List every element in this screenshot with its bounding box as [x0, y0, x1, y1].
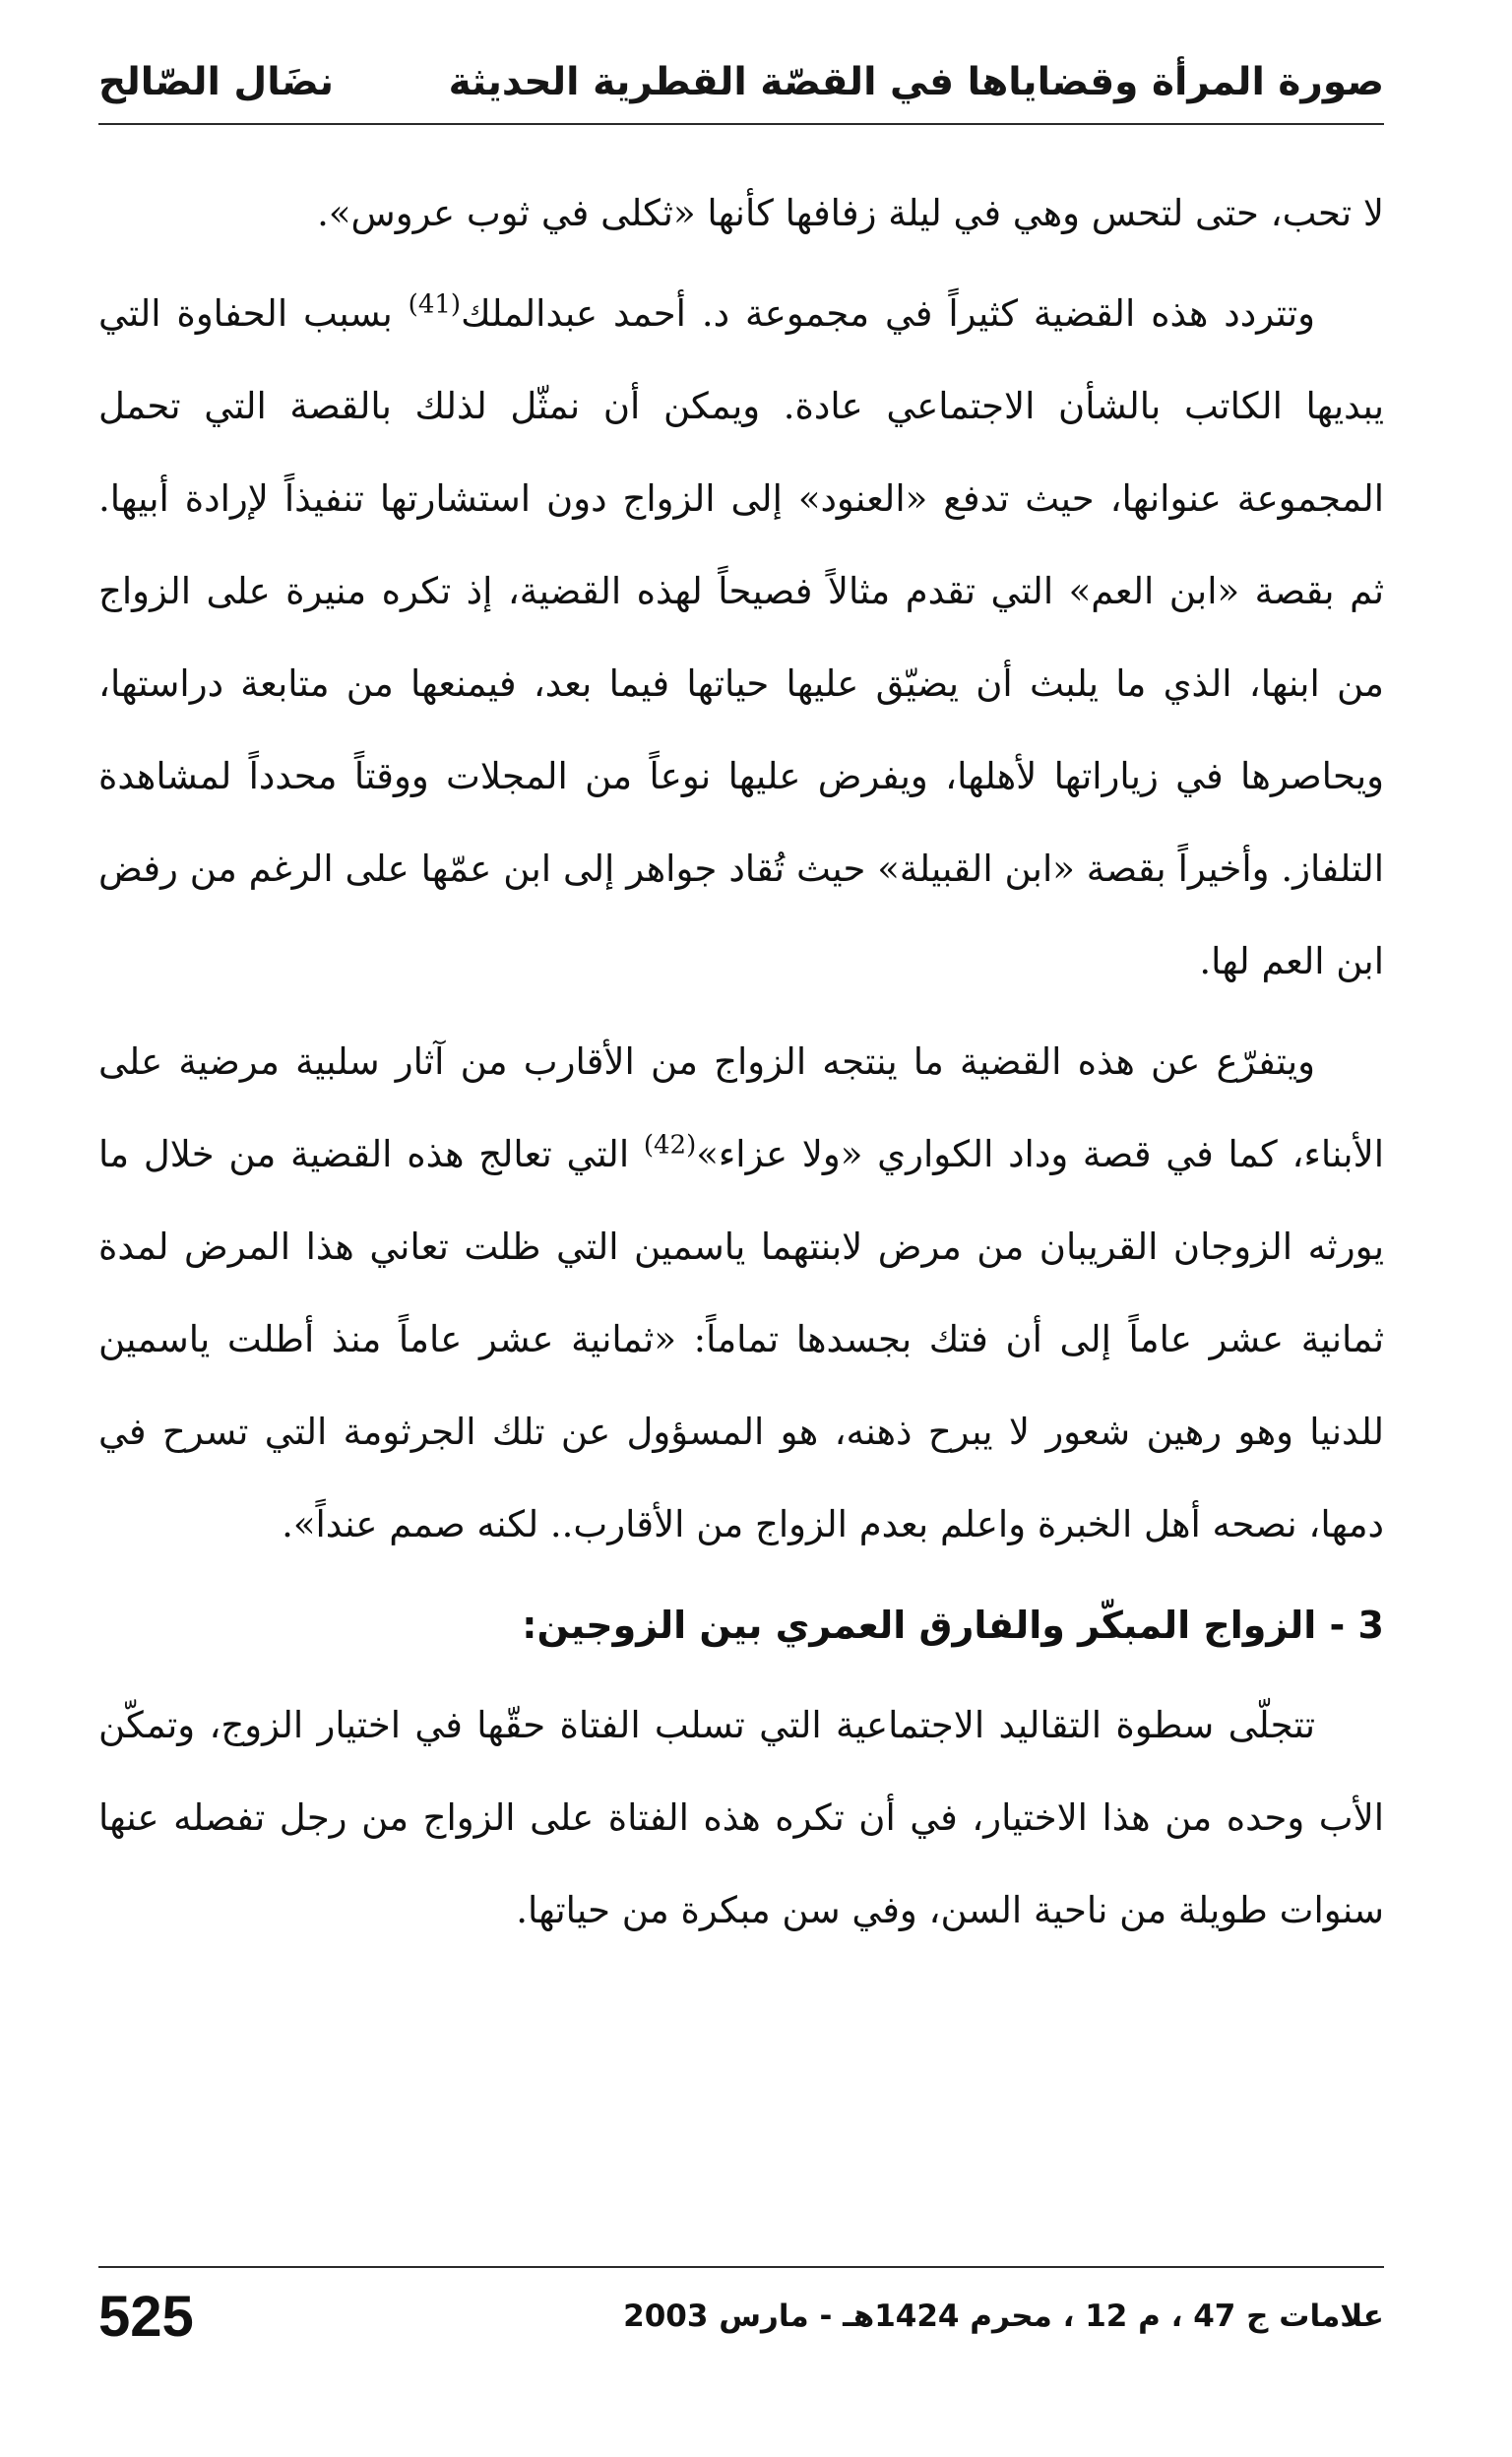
page-number: 525	[98, 2284, 194, 2349]
paragraph-2	[98, 268, 1384, 1008]
footnote-ref-41: (41)	[408, 289, 462, 320]
paragraph-3	[98, 1016, 1384, 1571]
author-name: نضَال الصّالح	[98, 59, 334, 104]
running-header	[98, 47, 1384, 116]
journal-info: علامات ج 47 ، م 12 ، محرم 1424هـ - مارس 2003	[623, 2299, 1384, 2334]
paragraph-2-text-a: وتتردد هذه القضية كثيراً في مجموعة د. أحمد عبدالملك	[461, 292, 1315, 335]
article-body	[98, 167, 1384, 1965]
paragraph-3-text-a: ويتفرّع عن هذه القضية ما ينتجه الزواج من الأقارب من آثار سلبية مرضية على الأبناء، كما في قصة وداد الكواري «ولا عزاء»	[98, 1040, 1384, 1175]
section-heading: 3 - الزواج المبكّر والفارق العمري بين الزوجين:	[522, 1604, 1384, 1647]
footer-divider	[98, 2266, 1384, 2268]
paragraph-4: تتجلّى سطوة التقاليد الاجتماعية التي تسلب الفتاة حقّها في اختيار الزوج، وتمكّن الأب وحده من هذا الاختيار، في أن تكره هذه الفتاة على الزواج من رجل تفصله عنها سنوات طويلة من ناحية السن، وفي سن مبكرة من حياتها.	[98, 1704, 1384, 1931]
paragraph-3-text-b: التي تعالج هذه القضية من خلال ما يورثه الزوجان القريبان من مرض لابنتهما ياسمين التي ظلت تعاني هذا المرض لمدة ثمانية عشر عاماً إلى أن فتك بجسدها تماماً: «ثمانية عشر عاماً منذ أطلت ياسمين للدنيا وهو رهين شعور لا يبرح ذهنه، هو المسؤول عن تلك الجرثومة التي تسرح في دمها، نصحه أهل الخبرة واعلم بعدم الزواج من الأقارب.. لكنه صمم عنداً».	[98, 1133, 1384, 1545]
footnote-ref-42: (42)	[643, 1130, 697, 1161]
paragraph-1: لا تحب، حتى لتحس وهي في ليلة زفافها كأنها «ثكلى في ثوب عروس».	[317, 192, 1384, 234]
page-footer	[98, 2282, 1384, 2351]
header-divider	[98, 123, 1384, 125]
article-title: صورة المرأة وقضاياها في القصّة القطرية الحديثة	[448, 59, 1384, 104]
paragraph-2-text-b: بسبب الحفاوة التي يبديها الكاتب بالشأن الاجتماعي عادة. ويمكن أن نمثّل لذلك بالقصة التي تحمل المجموعة عنوانها، حيث تدفع «العنود» إلى الزواج دون استشارتها تنفيذاً لإرادة أبيها. ثم بقصة «ابن العم» التي تقدم مثالاً فصيحاً لهذه القضية، إذ تكره منيرة على الزواج من ابنها، الذي ما يلبث أن يضيّق عليها حياتها فيما بعد، فيمنعها من متابعة دراستها، ويحاصرها في زياراتها لأهلها، ويفرض عليها نوعاً من المجلات ووقتاً محدداً لمشاهدة التلفاز. وأخيراً بقصة «ابن القبيلة» حيث تُقاد جواهر إلى ابن عمّها على الرغم من رفض ابن العم لها.	[98, 292, 1384, 982]
